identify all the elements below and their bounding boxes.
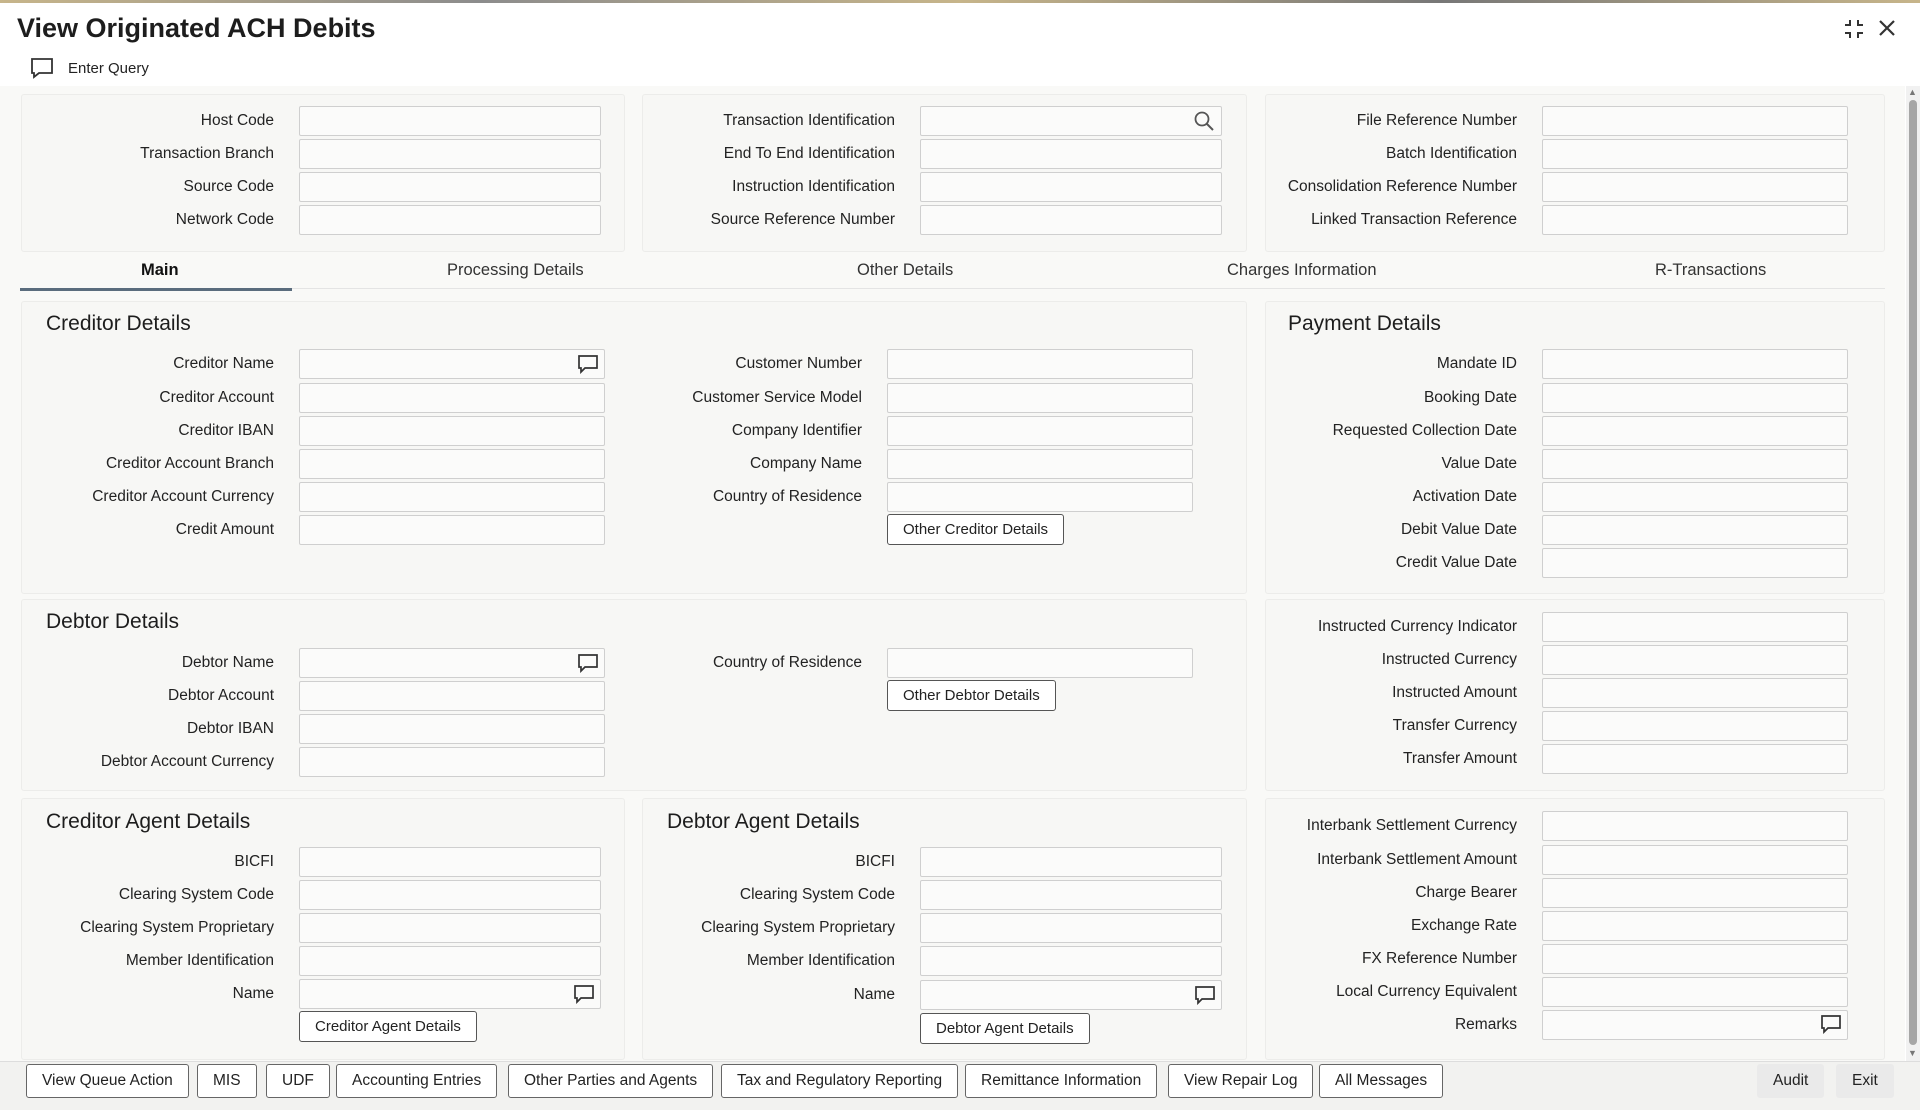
creditor-account-label: Creditor Account xyxy=(159,389,274,406)
requested-collection-date-input[interactable] xyxy=(1542,416,1848,446)
creditor-agent-clearing-system-proprietary-label: Clearing System Proprietary xyxy=(80,919,274,936)
value-date-input[interactable] xyxy=(1542,449,1848,479)
debtor-account-label: Debtor Account xyxy=(168,687,274,704)
host-code-input[interactable] xyxy=(299,106,601,136)
creditor-details-panel xyxy=(21,301,1247,594)
credit-value-date-input[interactable] xyxy=(1542,548,1848,578)
debtor-details-heading: Debtor Details xyxy=(46,610,180,633)
transfer-amount-label: Transfer Amount xyxy=(1402,750,1517,767)
other-creditor-details-button[interactable]: Other Creditor Details xyxy=(887,514,1064,545)
credit-amount-input[interactable] xyxy=(299,515,605,545)
instructed-amount-input[interactable] xyxy=(1542,678,1848,708)
debtor-agent-clearing-system-code-input[interactable] xyxy=(920,880,1222,910)
debtor-name-input[interactable] xyxy=(299,648,605,678)
debit-value-date-label: Debit Value Date xyxy=(1400,521,1517,538)
enter-query-button[interactable] xyxy=(30,56,149,80)
scroll-down-icon[interactable]: ▼ xyxy=(1908,1048,1917,1058)
source-reference-number-label: Source Reference Number xyxy=(710,211,895,228)
page-title: View Originated ACH Debits xyxy=(17,13,376,43)
customer-service-model-input[interactable] xyxy=(887,383,1193,413)
transaction-branch-label: Transaction Branch xyxy=(140,145,274,162)
instructed-currency-label: Instructed Currency xyxy=(1381,651,1517,668)
instructed-currency-input[interactable] xyxy=(1542,645,1848,675)
creditor-account-input[interactable] xyxy=(299,383,605,413)
tab-r-transactions[interactable]: R-Transactions xyxy=(1655,261,1767,279)
search-icon[interactable] xyxy=(1192,110,1216,132)
charge-bearer-input[interactable] xyxy=(1542,878,1848,908)
creditor-iban-label: Creditor IBAN xyxy=(178,422,274,439)
creditor-name-input[interactable] xyxy=(299,349,605,379)
source-reference-number-input[interactable] xyxy=(920,205,1222,235)
interbank-settlement-currency-input[interactable] xyxy=(1542,811,1848,841)
customer-service-model-label: Customer Service Model xyxy=(692,389,862,406)
window-header xyxy=(0,3,1920,51)
booking-date-label: Booking Date xyxy=(1423,389,1517,406)
enter-query-label: Enter Query xyxy=(68,59,149,77)
fx-reference-number-label: FX Reference Number xyxy=(1361,950,1517,967)
batch-identification-label: Batch Identification xyxy=(1386,145,1517,162)
batch-identification-input[interactable] xyxy=(1542,139,1848,169)
exchange-rate-label: Exchange Rate xyxy=(1411,917,1517,934)
audit-button[interactable]: Audit xyxy=(1757,1064,1824,1098)
tax-and-regulatory-reporting-button[interactable]: Tax and Regulatory Reporting xyxy=(721,1064,958,1098)
tab-divider xyxy=(20,288,1885,289)
charge-bearer-label: Charge Bearer xyxy=(1415,884,1517,901)
end-to-end-identification-label: End To End Identification xyxy=(723,145,895,162)
creditor-name-label: Creditor Name xyxy=(173,355,274,372)
debtor-agent-details-heading: Debtor Agent Details xyxy=(667,810,860,833)
activation-date-label: Activation Date xyxy=(1412,488,1517,505)
instructed-currency-indicator-label: Instructed Currency Indicator xyxy=(1317,618,1517,635)
debtor-agent-bicfi-input[interactable] xyxy=(920,847,1222,877)
transaction-identification-label: Transaction Identification xyxy=(723,112,895,129)
close-icon[interactable] xyxy=(1876,17,1898,45)
other-parties-and-agents-button[interactable]: Other Parties and Agents xyxy=(508,1064,713,1098)
creditor-account-currency-input[interactable] xyxy=(299,482,605,512)
remarks-input[interactable] xyxy=(1542,1010,1848,1040)
activation-date-input[interactable] xyxy=(1542,482,1848,512)
linked-transaction-reference-input[interactable] xyxy=(1542,205,1848,235)
creditor-agent-bicfi-label: BICFI xyxy=(234,853,274,870)
other-debtor-details-button[interactable]: Other Debtor Details xyxy=(887,680,1056,711)
transaction-branch-input[interactable] xyxy=(299,139,601,169)
udf-button[interactable]: UDF xyxy=(266,1064,330,1098)
interbank-settlement-currency-label: Interbank Settlement Currency xyxy=(1306,817,1517,834)
debtor-account-currency-label: Debtor Account Currency xyxy=(100,753,274,770)
host-code-label: Host Code xyxy=(200,112,274,129)
file-reference-number-label: File Reference Number xyxy=(1356,112,1517,129)
source-code-input[interactable] xyxy=(299,172,601,202)
creditor-agent-clearing-system-proprietary-input[interactable] xyxy=(299,913,601,943)
transfer-amount-input[interactable] xyxy=(1542,744,1848,774)
debtor-iban-label: Debtor IBAN xyxy=(186,720,274,737)
debtor-agent-name-label: Name xyxy=(853,986,895,1003)
company-name-label: Company Name xyxy=(750,455,862,472)
creditor-iban-input[interactable] xyxy=(299,416,605,446)
company-identifier-input[interactable] xyxy=(887,416,1193,446)
view-repair-log-button[interactable]: View Repair Log xyxy=(1168,1064,1313,1098)
remittance-information-button[interactable]: Remittance Information xyxy=(965,1064,1157,1098)
debtor-country-of-residence-input[interactable] xyxy=(887,648,1193,678)
debtor-agent-member-identification-label: Member Identification xyxy=(746,952,895,969)
creditor-agent-details-button[interactable]: Creditor Agent Details xyxy=(299,1011,477,1042)
instructed-currency-indicator-input[interactable] xyxy=(1542,612,1848,642)
comment-icon[interactable] xyxy=(576,652,600,674)
consolidation-reference-number-input[interactable] xyxy=(1542,172,1848,202)
remarks-label: Remarks xyxy=(1454,1016,1517,1033)
debtor-country-of-residence-label: Country of Residence xyxy=(712,654,862,671)
creditor-agent-name-input[interactable] xyxy=(299,979,601,1009)
creditor-country-of-residence-label: Country of Residence xyxy=(712,488,862,505)
local-currency-equivalent-label: Local Currency Equivalent xyxy=(1336,983,1517,1000)
creditor-agent-name-label: Name xyxy=(232,985,274,1002)
creditor-agent-member-identification-input[interactable] xyxy=(299,946,601,976)
mis-button[interactable]: MIS xyxy=(197,1064,257,1098)
tab-charges-information[interactable]: Charges Information xyxy=(1227,261,1377,279)
payment-details-heading: Payment Details xyxy=(1288,312,1441,335)
creditor-agent-bicfi-input[interactable] xyxy=(299,847,601,877)
tab-processing-details[interactable]: Processing Details xyxy=(447,261,584,279)
tab-other-details[interactable]: Other Details xyxy=(857,261,954,279)
debtor-agent-clearing-system-proprietary-label: Clearing System Proprietary xyxy=(701,919,895,936)
tab-main[interactable]: Main xyxy=(141,261,179,279)
all-messages-button[interactable]: All Messages xyxy=(1319,1064,1443,1098)
creditor-account-currency-label: Creditor Account Currency xyxy=(92,488,274,505)
exchange-rate-input[interactable] xyxy=(1542,911,1848,941)
debit-value-date-input[interactable] xyxy=(1542,515,1848,545)
transfer-currency-label: Transfer Currency xyxy=(1392,717,1517,734)
creditor-account-branch-label: Creditor Account Branch xyxy=(105,455,274,472)
comment-icon[interactable] xyxy=(1819,1013,1843,1035)
instruction-identification-input[interactable] xyxy=(920,172,1222,202)
instruction-identification-label: Instruction Identification xyxy=(732,178,895,195)
view-queue-action-button[interactable]: View Queue Action xyxy=(26,1064,189,1098)
customer-number-input[interactable] xyxy=(887,349,1193,379)
interbank-settlement-amount-label: Interbank Settlement Amount xyxy=(1317,851,1517,868)
network-code-input[interactable] xyxy=(299,205,601,235)
interbank-settlement-amount-input[interactable] xyxy=(1542,845,1848,875)
scrollbar-thumb[interactable] xyxy=(1909,100,1917,1045)
file-reference-number-input[interactable] xyxy=(1542,106,1848,136)
local-currency-equivalent-input[interactable] xyxy=(1542,977,1848,1007)
creditor-details-heading: Creditor Details xyxy=(46,312,191,335)
comment-icon[interactable] xyxy=(1193,984,1217,1006)
comment-icon[interactable] xyxy=(572,983,596,1005)
credit-amount-label: Credit Amount xyxy=(175,521,274,538)
creditor-agent-details-heading: Creditor Agent Details xyxy=(46,810,251,833)
comment-icon xyxy=(30,57,54,79)
fx-reference-number-input[interactable] xyxy=(1542,944,1848,974)
accounting-entries-button[interactable]: Accounting Entries xyxy=(336,1064,497,1098)
creditor-agent-clearing-system-code-label: Clearing System Code xyxy=(118,886,274,903)
vertical-scrollbar[interactable] xyxy=(1906,86,1920,1061)
linked-transaction-reference-label: Linked Transaction Reference xyxy=(1311,211,1517,228)
company-identifier-label: Company Identifier xyxy=(731,422,862,439)
network-code-label: Network Code xyxy=(175,211,274,228)
debtor-agent-clearing-system-proprietary-input[interactable] xyxy=(920,913,1222,943)
creditor-account-branch-input[interactable] xyxy=(299,449,605,479)
credit-value-date-label: Credit Value Date xyxy=(1395,554,1517,571)
consolidation-reference-number-label: Consolidation Reference Number xyxy=(1287,178,1517,195)
transaction-identification-input[interactable] xyxy=(920,106,1222,136)
instructed-amount-label: Instructed Amount xyxy=(1392,684,1517,701)
mandate-id-label: Mandate ID xyxy=(1436,355,1517,372)
debtor-agent-member-identification-input[interactable] xyxy=(920,946,1222,976)
company-name-input[interactable] xyxy=(887,449,1193,479)
creditor-agent-clearing-system-code-input[interactable] xyxy=(299,880,601,910)
active-tab-indicator xyxy=(20,288,292,291)
transfer-currency-input[interactable] xyxy=(1542,711,1848,741)
debtor-account-input[interactable] xyxy=(299,681,605,711)
compress-icon[interactable] xyxy=(1842,17,1866,47)
requested-collection-date-label: Requested Collection Date xyxy=(1332,422,1517,439)
debtor-agent-bicfi-label: BICFI xyxy=(855,853,895,870)
debtor-iban-input[interactable] xyxy=(299,714,605,744)
customer-number-label: Customer Number xyxy=(735,355,862,372)
debtor-agent-clearing-system-code-label: Clearing System Code xyxy=(739,886,895,903)
exit-button[interactable]: Exit xyxy=(1836,1064,1894,1098)
creditor-agent-member-identification-label: Member Identification xyxy=(125,952,274,969)
comment-icon[interactable] xyxy=(576,353,600,375)
debtor-account-currency-input[interactable] xyxy=(299,747,605,777)
end-to-end-identification-input[interactable] xyxy=(920,139,1222,169)
scroll-up-icon[interactable]: ▲ xyxy=(1908,87,1917,97)
source-code-label: Source Code xyxy=(183,178,274,195)
creditor-country-of-residence-input[interactable] xyxy=(887,482,1193,512)
debtor-name-label: Debtor Name xyxy=(181,654,274,671)
value-date-label: Value Date xyxy=(1441,455,1517,472)
mandate-id-input[interactable] xyxy=(1542,349,1848,379)
booking-date-input[interactable] xyxy=(1542,383,1848,413)
debtor-agent-details-button[interactable]: Debtor Agent Details xyxy=(920,1013,1090,1044)
debtor-agent-name-input[interactable] xyxy=(920,980,1222,1010)
